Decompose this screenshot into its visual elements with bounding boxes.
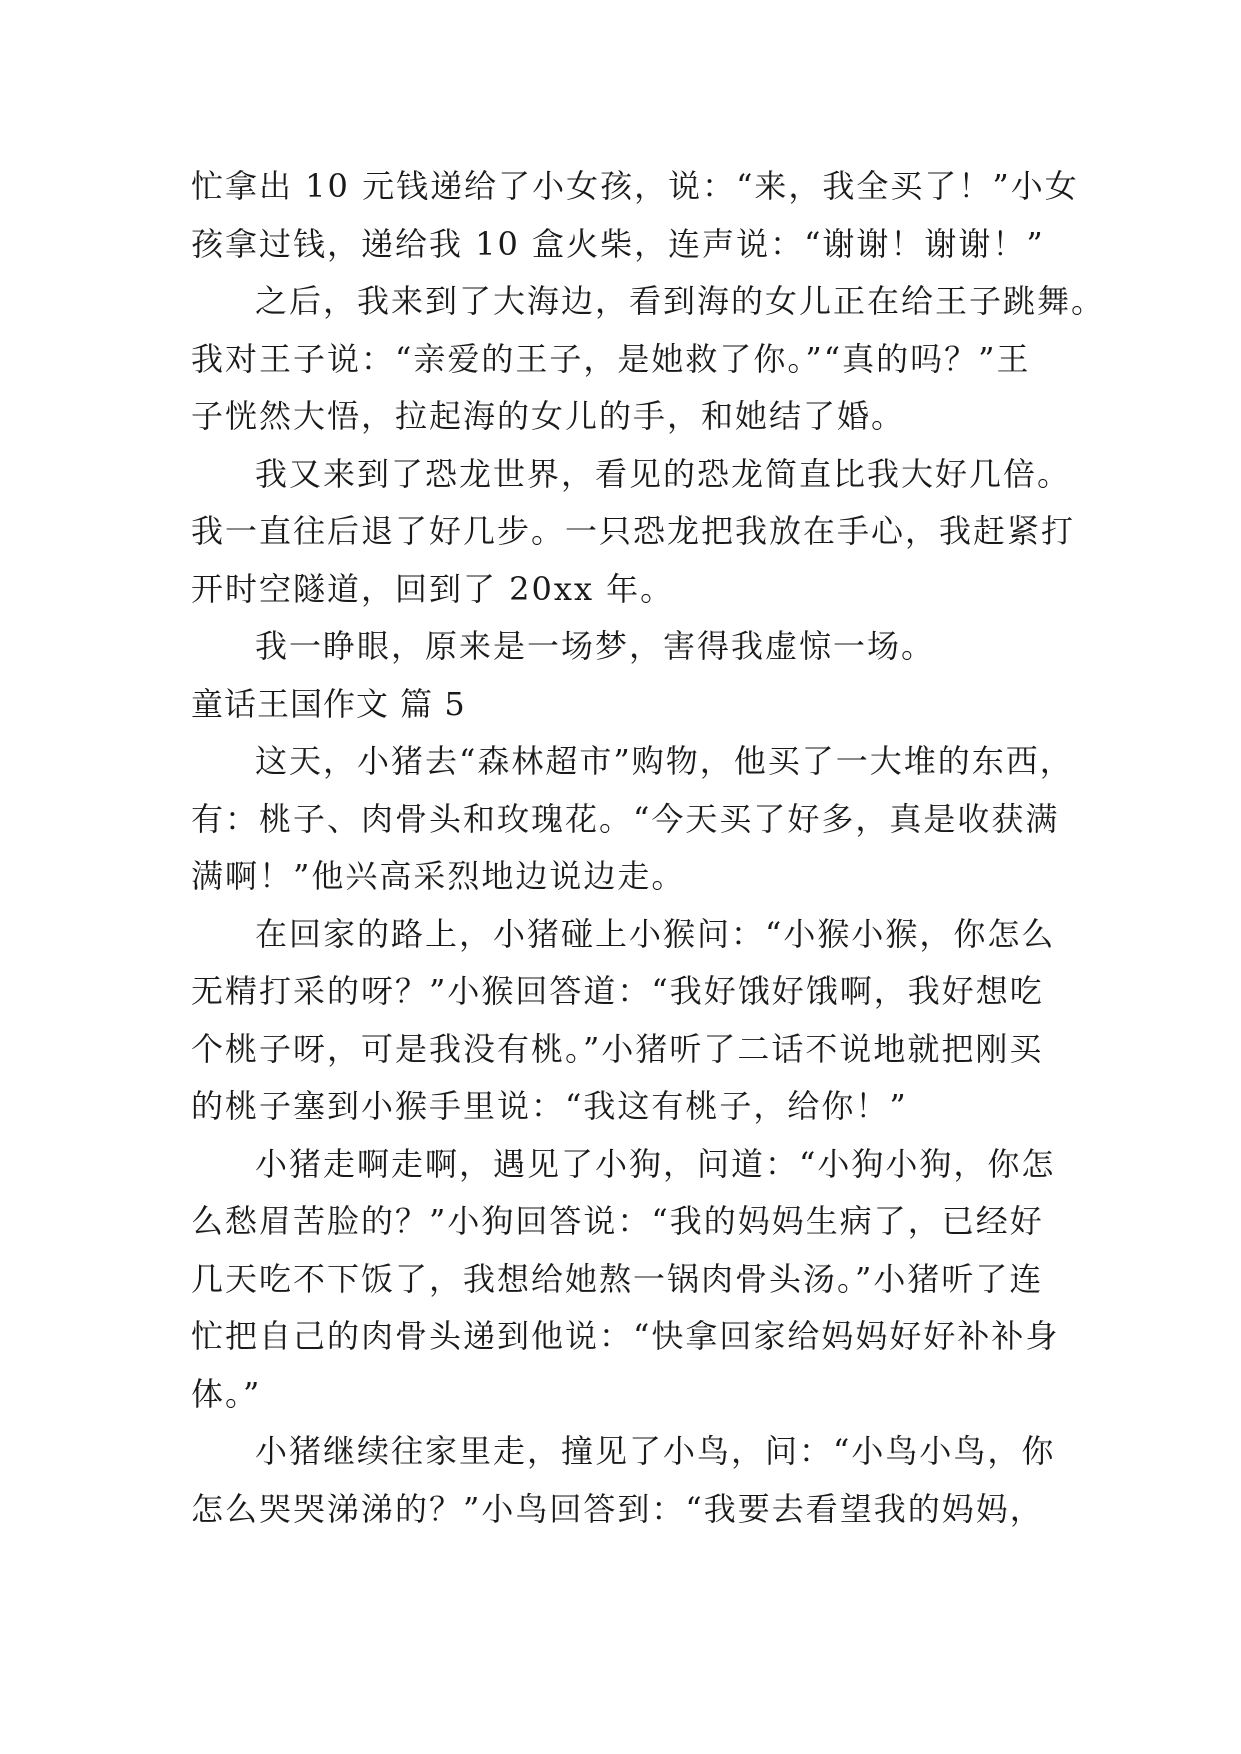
- text-line: 的桃子塞到小猴手里说：“我这有桃子，给你！”: [191, 1087, 908, 1125]
- text-line: 无精打采的呀？”小猴回答道：“我好饿好饿啊，我好想吃: [191, 972, 1044, 1010]
- text-line: 我一直往后退了好几步。一只恐龙把我放在手心，我赶紧打: [191, 512, 1076, 550]
- text-line: 个桃子呀，可是我没有桃。”小猪听了二话不说地就把刚买: [191, 1029, 1044, 1068]
- text-line: 几天吃不下饭了，我想给她熬一锅肉骨头汤。”小猪听了连: [191, 1259, 1044, 1298]
- paragraph-start: 我一睁眼，原来是一场梦，害得我虚惊一场。: [255, 627, 936, 665]
- paragraph-start: 之后，我来到了大海边，看到海的女儿正在给王子跳舞。: [255, 282, 1106, 320]
- text-line: 体。”: [191, 1374, 262, 1413]
- text-line: 忙拿出 10 元钱递给了小女孩，说：“来，我全买了！”小女: [191, 167, 1079, 205]
- text-line: 么愁眉苦脸的？”小狗回答说：“我的妈妈生病了，已经好: [191, 1202, 1044, 1240]
- text-line: 忙把自己的肉骨头递到他说：“快拿回家给妈妈好好补补身: [191, 1317, 1060, 1355]
- text-line: 开时空隧道，回到了 20xx 年。: [191, 569, 675, 608]
- paragraph-start: 小猪走啊走啊，遇见了小狗，问道：“小狗小狗，你怎: [255, 1144, 1056, 1183]
- document-body: [191, 158, 1106, 1538]
- paragraph-start: 我又来到了恐龙世界，看见的恐龙简直比我大好几倍。: [255, 454, 1072, 493]
- text-line: 我对王子说：“亲爱的王子，是她救了你。”“真的吗？”王: [191, 339, 1031, 378]
- text-line: 孩拿过钱，递给我 10 盒火柴，连声说：“谢谢！谢谢！”: [191, 224, 1045, 263]
- section-heading: 童话王国作文 篇 5: [191, 684, 466, 723]
- paragraph-start: 小猪继续往家里走，撞见了小鸟，问：“小鸟小鸟，你: [255, 1432, 1056, 1470]
- text-line: 子恍然大悟，拉起海的女儿的手，和她结了婚。: [191, 397, 906, 435]
- paragraph-start: 这天，小猪去“森林超市”购物，他买了一大堆的东西，: [255, 742, 1074, 780]
- paragraph-start: 在回家的路上，小猪碰上小猴问：“小猴小猴，你怎么: [255, 914, 1056, 953]
- text-line: 怎么哭哭涕涕的？”小鸟回答到：“我要去看望我的妈妈，: [191, 1489, 1044, 1528]
- text-line: 有：桃子、肉骨头和玫瑰花。“今天买了好多，真是收获满: [191, 799, 1060, 838]
- text-line: 满啊！”他兴高采烈地边说边走。: [191, 857, 686, 895]
